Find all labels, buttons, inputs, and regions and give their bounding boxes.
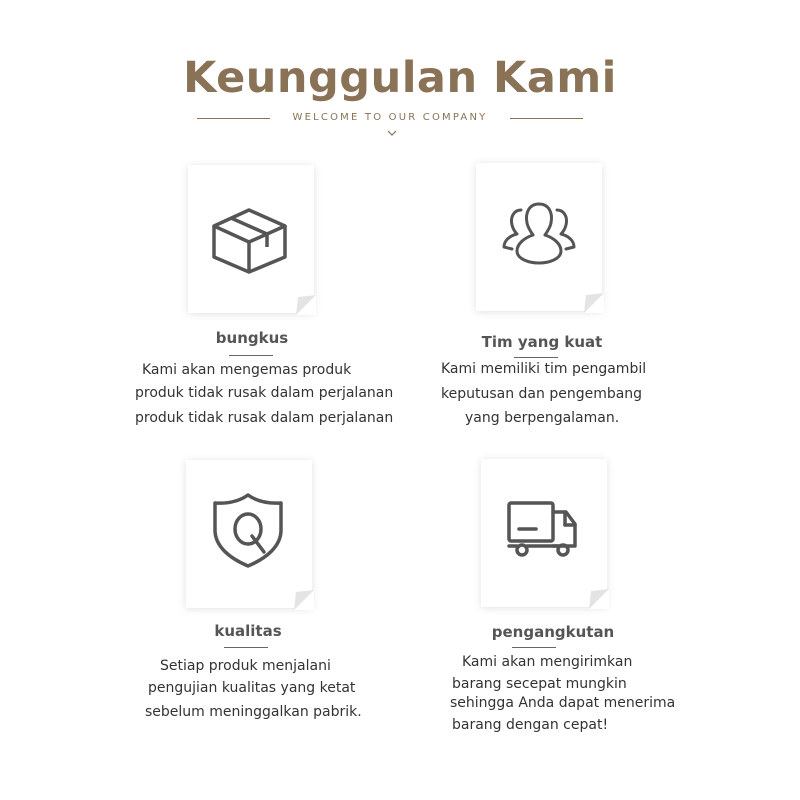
feature-desc-line: Kami memiliki tim pengambil [441, 361, 647, 377]
page-curl-decoration [589, 589, 609, 609]
feature-title-bungkus: bungkus [215, 329, 289, 347]
feature-card-bungkus [188, 165, 314, 313]
feature-desc-line: barang secepat mungkin [452, 676, 627, 692]
feature-desc-line: yang berpengalaman. [465, 410, 620, 426]
quality-shield-icon [186, 460, 312, 608]
page-subtitle: WELCOME TO OUR COMPANY [292, 112, 488, 123]
feature-desc-line: Setiap produk menjalani [160, 658, 331, 674]
feature-desc-line: sehingga Anda dapat menerima [450, 695, 676, 711]
team-icon [476, 163, 602, 311]
feature-card-tim-yang-kuat [476, 163, 602, 311]
feature-desc-line: Kami akan mengemas produk [142, 362, 352, 378]
feature-desc-line: Kami akan mengirimkan [462, 654, 633, 670]
feature-title-kualitas: kualitas [214, 622, 282, 640]
feature-underline-kualitas [224, 647, 268, 648]
delivery-truck-icon [481, 459, 607, 607]
page-curl-decoration [296, 295, 316, 315]
feature-title-tim-yang-kuat: Tim yang kuat [481, 333, 603, 351]
feature-desc-line: produk tidak rusak dalam perjalanan [135, 410, 394, 426]
chevron-down-icon [384, 126, 400, 140]
box-icon [188, 165, 314, 313]
feature-desc-line: pengujian kualitas yang ketat [148, 680, 356, 696]
feature-underline-tim-yang-kuat [514, 357, 558, 358]
page-curl-decoration [294, 590, 314, 610]
page-curl-decoration [584, 293, 604, 313]
feature-card-kualitas [186, 460, 312, 608]
page-title: Keunggulan Kami [183, 53, 617, 103]
feature-desc-line: barang dengan cepat! [452, 717, 609, 733]
feature-title-pengangkutan: pengangkutan [491, 623, 615, 641]
feature-underline-pengangkutan [512, 647, 556, 648]
feature-underline-bungkus [229, 355, 273, 356]
feature-desc-line: produk tidak rusak dalam perjalanan [135, 385, 394, 401]
header-divider-left [197, 118, 270, 119]
header-divider-right [510, 118, 583, 119]
feature-card-pengangkutan [481, 459, 607, 607]
feature-desc-line: keputusan dan pengembang [441, 386, 643, 402]
feature-desc-line: sebelum meninggalkan pabrik. [145, 704, 362, 720]
